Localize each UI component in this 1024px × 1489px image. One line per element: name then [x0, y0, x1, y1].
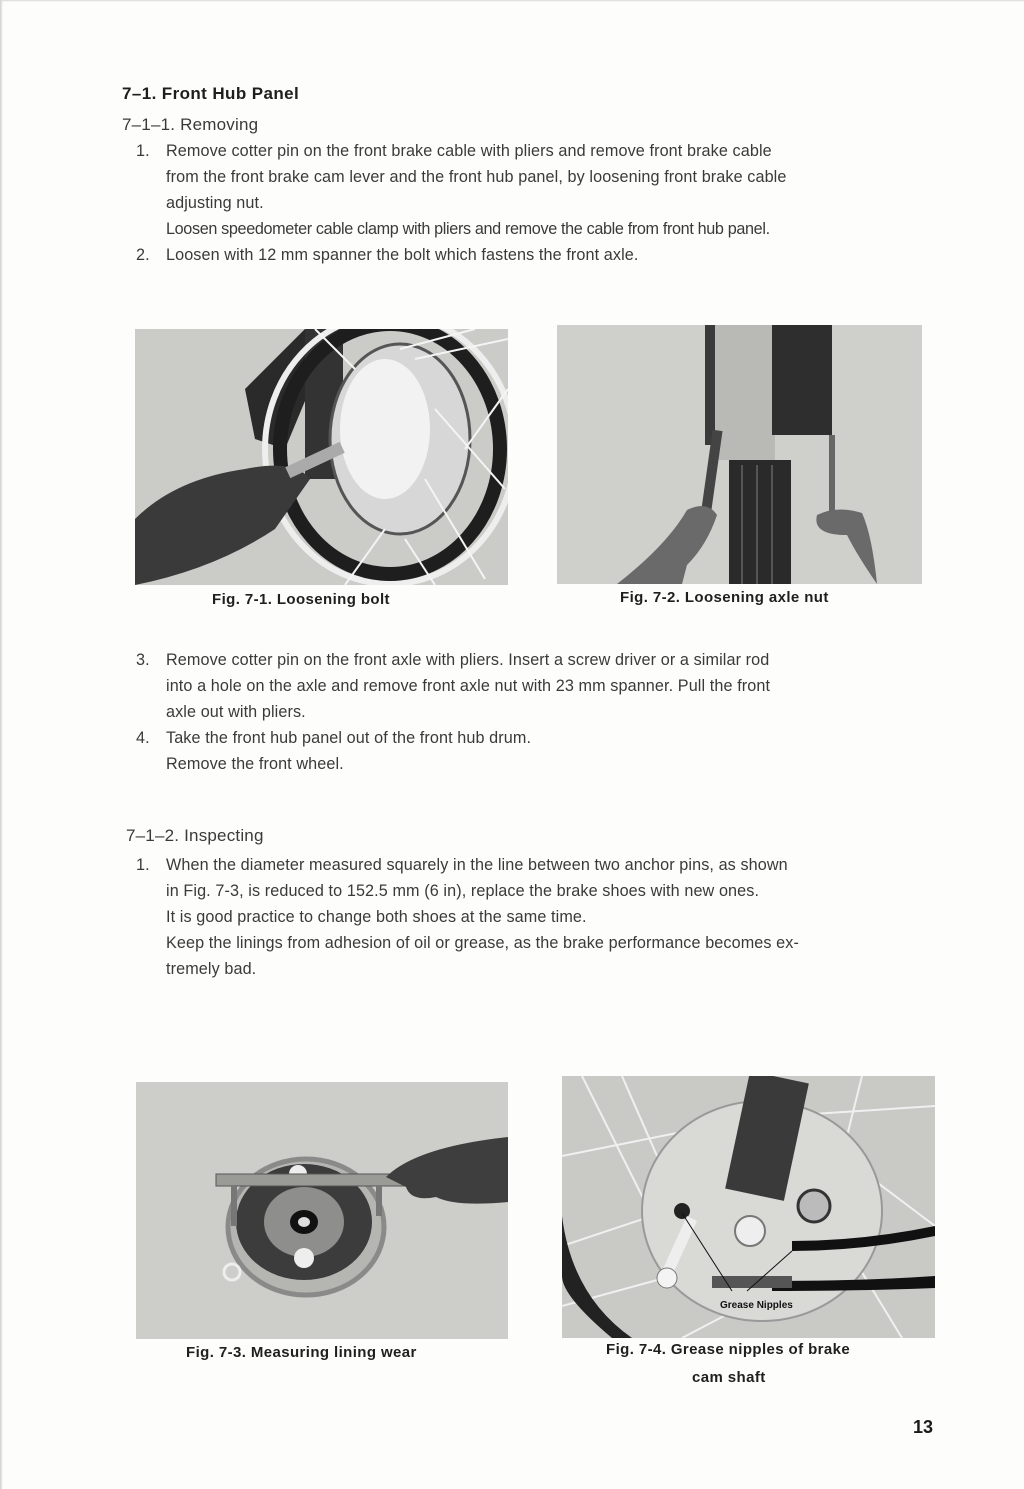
step-line: into a hole on the axle and remove front axle nut with 23 mm spanner. Pull the front [166, 677, 771, 695]
step-line: Loosen with 12 mm spanner the bolt which fastens the front axle. [166, 246, 639, 264]
grease-nipples-callout: Grease Nipples [720, 1300, 793, 1311]
step-line: adjusting nut. [166, 194, 264, 212]
removing-step-2 [136, 242, 936, 268]
page-edge-shadow [0, 0, 3, 1489]
step-line: Remove the front wheel. [166, 755, 344, 773]
step-line: Remove cotter pin on the front axle with pliers. Insert a screw driver or a similar rod [166, 651, 770, 669]
step-number: 1. [136, 856, 150, 874]
page-edge-shadow-top [0, 0, 1024, 2]
step-line: Keep the linings from adhesion of oil or grease, as the brake performance becomes ex- [166, 934, 799, 952]
step-line: Take the front hub panel out of the front hub drum. [166, 729, 532, 747]
step-number: 1. [136, 142, 150, 160]
step-line: Remove cotter pin on the front brake cable with pliers and remove front brake cable [166, 142, 772, 160]
step-number: 3. [136, 651, 150, 669]
page-number: 13 [913, 1417, 934, 1437]
figure-7-4-caption-line2: cam shaft [692, 1369, 766, 1386]
step-number: 2. [136, 246, 150, 264]
figure-7-2-photo [557, 325, 922, 584]
step-number: 4. [136, 729, 150, 747]
step-line: tremely bad. [166, 960, 257, 978]
axle-nut-spanner-photo-icon [557, 325, 922, 584]
step-line: axle out with pliers. [166, 703, 306, 721]
section-title: 7–1. Front Hub Panel [122, 84, 300, 103]
figure-7-2-caption: Fig. 7-2. Loosening axle nut [620, 589, 829, 606]
subsection-heading-removing: 7–1–1. Removing [122, 115, 259, 134]
figure-7-4-photo [562, 1076, 935, 1338]
step-line: It is good practice to change both shoes at the same time. [166, 908, 587, 926]
figure-7-3-photo [136, 1082, 508, 1339]
subsection-heading-inspecting: 7–1–2. Inspecting [126, 826, 264, 845]
step-line: from the front brake cam lever and the front hub panel, by loosening front brake cable [166, 168, 787, 186]
wheel-hub-wrench-photo-icon [135, 329, 508, 585]
step-line: in Fig. 7-3, is reduced to 152.5 mm (6 in), replace the brake shoes with new ones. [166, 882, 760, 900]
step-line: When the diameter measured squarely in the line between two anchor pins, as shown [166, 856, 788, 874]
removing-step-1 [136, 138, 936, 248]
brake-cam-grease-nipples-photo-icon [562, 1076, 935, 1338]
removing-step-3 [136, 647, 936, 727]
removing-step-4 [136, 725, 936, 777]
brake-shoe-caliper-photo-icon [136, 1082, 508, 1339]
figure-7-4-caption-line1: Fig. 7-4. Grease nipples of brake [606, 1341, 851, 1358]
step-line: Loosen speedometer cable clamp with pliers and remove the cable from front hub panel. [166, 220, 770, 238]
inspecting-step-1 [136, 852, 936, 984]
figure-7-1-caption: Fig. 7-1. Loosening bolt [212, 591, 390, 608]
figure-7-1-photo [135, 329, 508, 585]
figure-7-3-caption: Fig. 7-3. Measuring lining wear [186, 1344, 417, 1361]
